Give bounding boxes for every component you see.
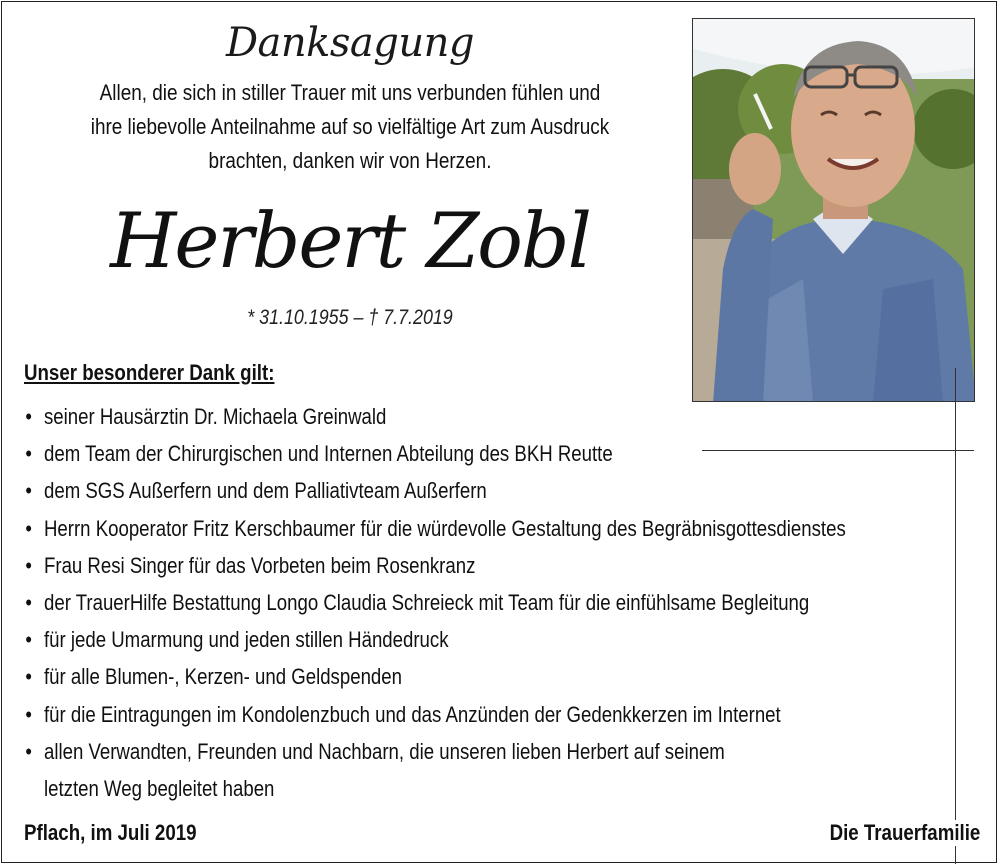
life-dates: * 31.10.1955 – † 7.7.2019: [247, 306, 453, 329]
bullet-icon: •: [25, 627, 32, 653]
cross-horizontal-line: [702, 450, 974, 451]
intro-line: brachten, danken wir von Herzen.: [208, 148, 492, 173]
list-item: • für die Eintragungen im Kondolenzbuch und das Anzünden der Gedenkkerzen im Internet: [22, 696, 953, 733]
bullet-icon: •: [25, 404, 32, 429]
bullet-icon: •: [25, 552, 32, 578]
list-item: • für jede Umarmung und jeden stillen Händedruck: [22, 621, 953, 658]
bullet-icon: •: [25, 441, 32, 467]
signature: Die Trauerfamilie: [829, 820, 980, 845]
cross-vertical-line: [955, 368, 956, 864]
thanks-list: [22, 398, 953, 807]
thanks-heading: Unser besonderer Dank gilt:: [24, 360, 275, 385]
bullet-icon: •: [25, 738, 32, 764]
list-item: • dem SGS Außerfern und dem Palliativteam Außerfern: [22, 472, 953, 509]
list-item: • seiner Hausärztin Dr. Michaela Greinwald: [22, 398, 953, 435]
deceased-name: Herbert Zobl: [110, 196, 590, 285]
bullet-icon: •: [25, 515, 32, 541]
intro-line: ihre liebevolle Anteilnahme auf so vielfältige Art zum Ausdruck: [90, 114, 610, 139]
notice-title: Danksagung: [225, 20, 475, 66]
portrait-photo-icon: [693, 19, 975, 402]
list-item-continuation: letzten Weg begleitet haben: [43, 776, 275, 802]
bullet-icon: •: [25, 478, 32, 504]
portrait-photo: [692, 18, 975, 402]
list-item: • Frau Resi Singer für das Vorbeten beim Rosenkranz: [22, 547, 953, 584]
list-item: • Herrn Kooperator Fritz Kerschbaumer für die würdevolle Gestaltung des Begräbnisgottesdienstes: [22, 510, 953, 547]
list-item: • für alle Blumen-, Kerzen- und Geldspenden: [22, 658, 953, 695]
list-item: • dem Team der Chirurgischen und Internen Abteilung des BKH Reutte: [22, 435, 953, 472]
list-item: • allen Verwandten, Freunden und Nachbarn, die unseren lieben Herbert auf seinem letzten Weg begleitet haben: [22, 733, 953, 807]
place-date: Pflach, im Juli 2019: [24, 820, 197, 845]
intro-line: Allen, die sich in stiller Trauer mit uns verbunden fühlen und: [99, 80, 601, 105]
bullet-icon: •: [25, 701, 32, 727]
bullet-icon: •: [25, 590, 32, 616]
bullet-icon: •: [25, 664, 32, 690]
list-item: • der TrauerHilfe Bestattung Longo Claudia Schreieck mit Team für die einfühlsame Begleitung: [22, 584, 953, 621]
intro-text: [75, 76, 625, 178]
